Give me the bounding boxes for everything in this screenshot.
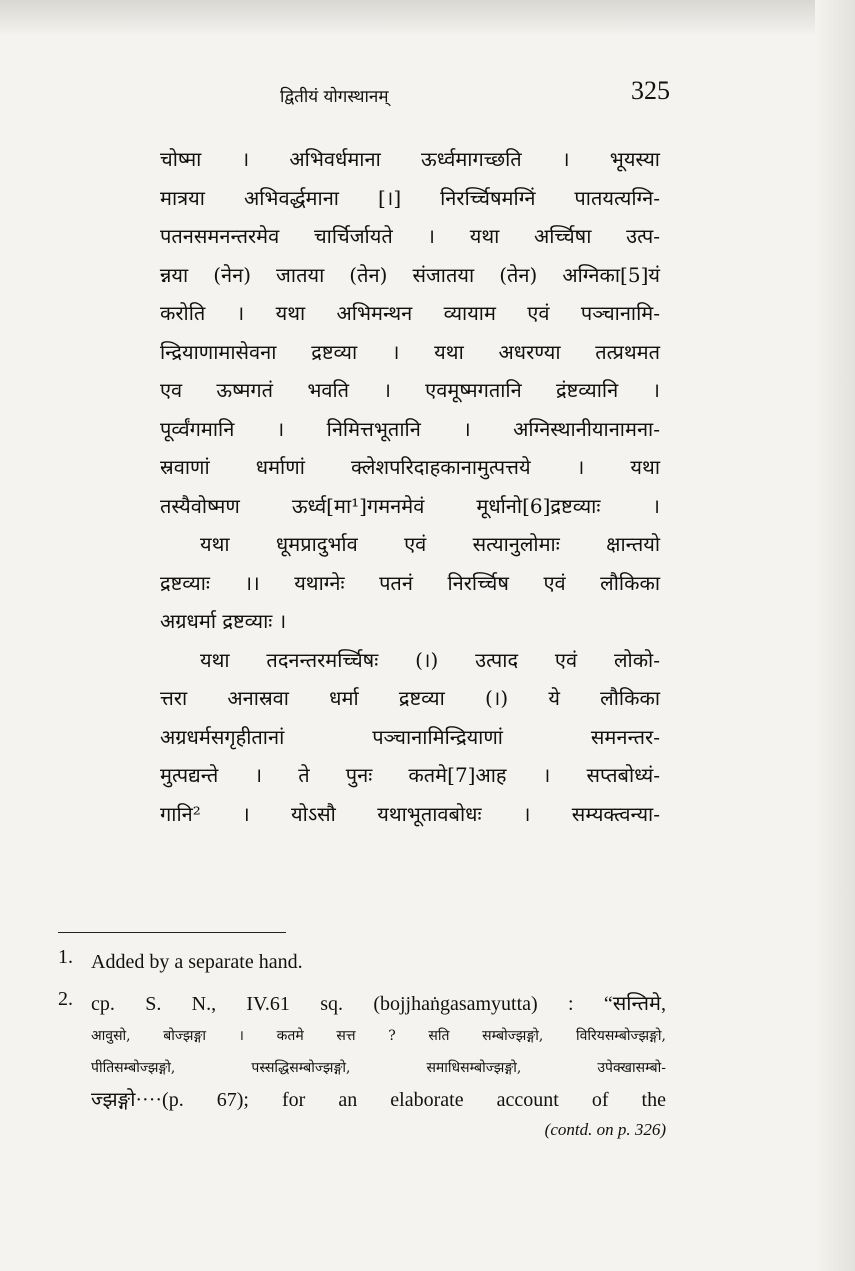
text-line: न्द्रियाणामासेवना द्रष्टव्या । यथा अधरण्या तत्प्रथमत [160, 339, 660, 364]
footnote-number: 1. [58, 946, 73, 968]
footnote-divider [58, 932, 286, 933]
text-line: पतनसमनन्तरमेव चार्चिर्जायते । यथा अर्च्चिषा उत्प- [160, 224, 660, 248]
running-head: द्वितीयं योगस्थानम् [280, 87, 389, 107]
page-number: 325 [631, 76, 670, 105]
main-text [160, 140, 660, 833]
text-line: यथा धूमप्रादुर्भाव एवं सत्यानुलोमाः क्षान्तयो [200, 532, 660, 556]
text-line: न्नया (नेन) जातया (तेन) संजातया (तेन) अग्निका[5]यं [160, 262, 660, 287]
page-header [160, 76, 670, 116]
text-line: द्रष्टव्याः ।। यथाग्नेः पतनं निरर्च्चिष एवं लौकिका [160, 570, 660, 595]
scan-edge-right [815, 0, 855, 1271]
footnote-1 [58, 946, 666, 978]
footnote-2 [58, 988, 666, 1116]
text-line: अग्रधर्मसगृहीतानां पञ्चानामिन्द्रियाणां समनन्तर- [160, 724, 660, 749]
text-line: मात्रया अभिवर्द्धमाना [।] निरर्च्चिषमग्निं पातयत्यग्नि- [160, 185, 660, 210]
text-line: गानि² । योऽसौ यथाभूतावबोधः । सम्यक्त्वन्या- [160, 801, 660, 826]
text-line: पूर्व्वंगमानि । निमित्तभूतानि । अग्निस्थानीयानामना- [160, 416, 660, 441]
text-line: यथा तदनन्तरमर्च्चिषः (।) उत्पाद एवं लोको- [200, 647, 660, 672]
text-line: करोति । यथा अभिमन्थन व्यायाम एवं पञ्चानामि- [160, 301, 660, 325]
text-line: त्तरा अनास्रवा धर्मा द्रष्टव्या (।) ये लौकिका [160, 686, 660, 710]
footnote-line: आवुसो, बोज्झङ्गा । कतमे सत्त ? सति सम्बोज्झङ्गो, विरियसम्बोज्झङ्गो, [91, 1028, 666, 1044]
footnote-number: 2. [58, 988, 73, 1010]
text-line: एव ऊष्मगतं भवति । एवमूष्मगतानि द्रंष्टव्यानि । [160, 378, 660, 402]
text-line: तस्यैवोष्मण ऊर्ध्व[मा¹]गमनमेवं मूर्धानो[6]द्रष्टव्याः । [160, 493, 660, 518]
footnote-line: cp. S. N., IV.61 sq. (bojjhaṅgasamyutta) : “सन्तिमे, [91, 993, 666, 1015]
text-line: अग्रधर्मा द्रष्टव्याः । [160, 609, 287, 633]
footnote-line: Added by a separate hand. [91, 951, 303, 973]
text-line: चोष्मा । अभिवर्धमाना ऊर्ध्वमागच्छति । भूयस्या [160, 147, 660, 171]
text-line: स्रवाणां धर्माणां क्लेशपरिदाहकानामुत्पत्तये । यथा [160, 455, 660, 479]
text-line: मुत्पद्यन्ते । ते पुनः कतमे[7]आह । सप्तबोध्यं- [160, 763, 660, 787]
continuation-note: (contd. on p. 326) [544, 1120, 666, 1139]
footnote-line: पीतिसम्बोज्झङ्गो, पस्सद्धिसम्बोज्झङ्गो, समाधिसम्बोज्झङ्गो, उपेक्खासम्बो- [91, 1060, 666, 1076]
footnotes [58, 946, 666, 1144]
footnote-line: ज्झङ्गो····(p. 67); for an elaborate account of the [91, 1089, 666, 1111]
scan-edge-top [0, 0, 855, 36]
